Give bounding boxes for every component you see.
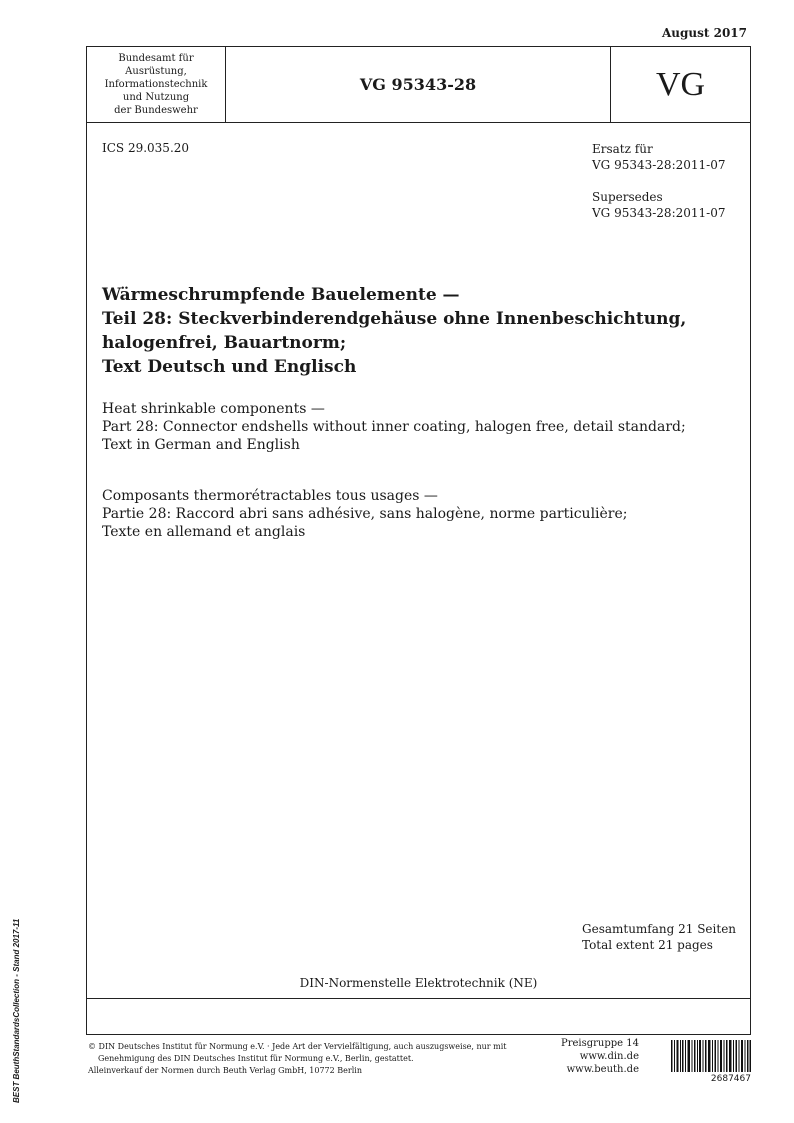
beuth-link[interactable]: www.beuth.de: [566, 1064, 639, 1075]
title-line: halogenfrei, Bauartnorm;: [102, 333, 347, 353]
title-line: Teil 28: Steckverbinderendgehäuse ohne Innenbeschichtung,: [102, 309, 687, 329]
title-french: [102, 487, 742, 541]
title-line: Text Deutsch und Englisch: [102, 357, 357, 377]
price-group: [545, 1037, 639, 1076]
divider: [86, 998, 751, 999]
title-line: Partie 28: Raccord abri sans adhésive, sans halogène, norme particulière;: [102, 506, 628, 522]
replacement-spacer: [592, 173, 725, 189]
vg-logo: VG: [655, 65, 706, 103]
authority-cell: [87, 47, 226, 122]
replacement-line: Ersatz für: [592, 142, 653, 156]
extent-line: Total extent 21 pages: [582, 938, 713, 952]
collection-watermark: BEST BeuthStandardsCollection - Stand 2017-11: [12, 918, 21, 1103]
ics-code: ICS 29.035.20: [102, 141, 190, 155]
title-english: [102, 400, 742, 454]
publication-date: August 2017: [661, 26, 747, 40]
title-line: Texte en allemand et anglais: [102, 524, 306, 540]
price-line: Preisgruppe 14: [560, 1038, 639, 1049]
title-line: Part 28: Connector endshells without inner coating, halogen free, detail standard;: [102, 419, 686, 435]
copyright-line: Genehmigung des DIN Deutsches Institut für Normung e.V., Berlin, gestattet.: [98, 1054, 414, 1063]
authority-line: der Bundeswehr: [114, 105, 198, 116]
title-line: Heat shrinkable components —: [102, 401, 325, 417]
extent-line: Gesamtumfang 21 Seiten: [582, 922, 737, 936]
din-link[interactable]: www.din.de: [579, 1051, 639, 1062]
replacement-line: Supersedes: [592, 190, 663, 204]
title-line: Wärmeschrumpfende Bauelemente —: [102, 285, 460, 305]
authority-line: Ausrüstung,: [125, 66, 187, 77]
authority-line: Bundesamt für: [118, 53, 194, 64]
document-number: 2687467: [710, 1074, 751, 1084]
replacement-line: VG 95343-28:2011-07: [592, 206, 726, 220]
title-line: Composants thermorétractables tous usages —: [102, 488, 438, 504]
authority-line: und Nutzung: [122, 92, 190, 103]
title-line: Text in German and English: [102, 437, 300, 453]
replacement-line: VG 95343-28:2011-07: [592, 158, 726, 172]
authority-line: Informationstechnik: [104, 79, 208, 90]
issuer: DIN-Normenstelle Elektrotechnik (NE): [299, 976, 538, 990]
copyright-line: © DIN Deutsches Institut für Normung e.V. · Jede Art der Vervielfältigung, auch auszugsweise, nur mit: [88, 1042, 507, 1051]
replacement-info: [592, 141, 725, 221]
copyright-notice: [88, 1041, 528, 1077]
copyright-line: Alleinverkauf der Normen durch Beuth Verlag GmbH, 10772 Berlin: [88, 1066, 362, 1075]
barcode-icon: [671, 1040, 751, 1072]
standard-number: VG 95343-28: [226, 47, 611, 122]
title-german: [102, 283, 722, 379]
page-extent: [582, 921, 736, 953]
